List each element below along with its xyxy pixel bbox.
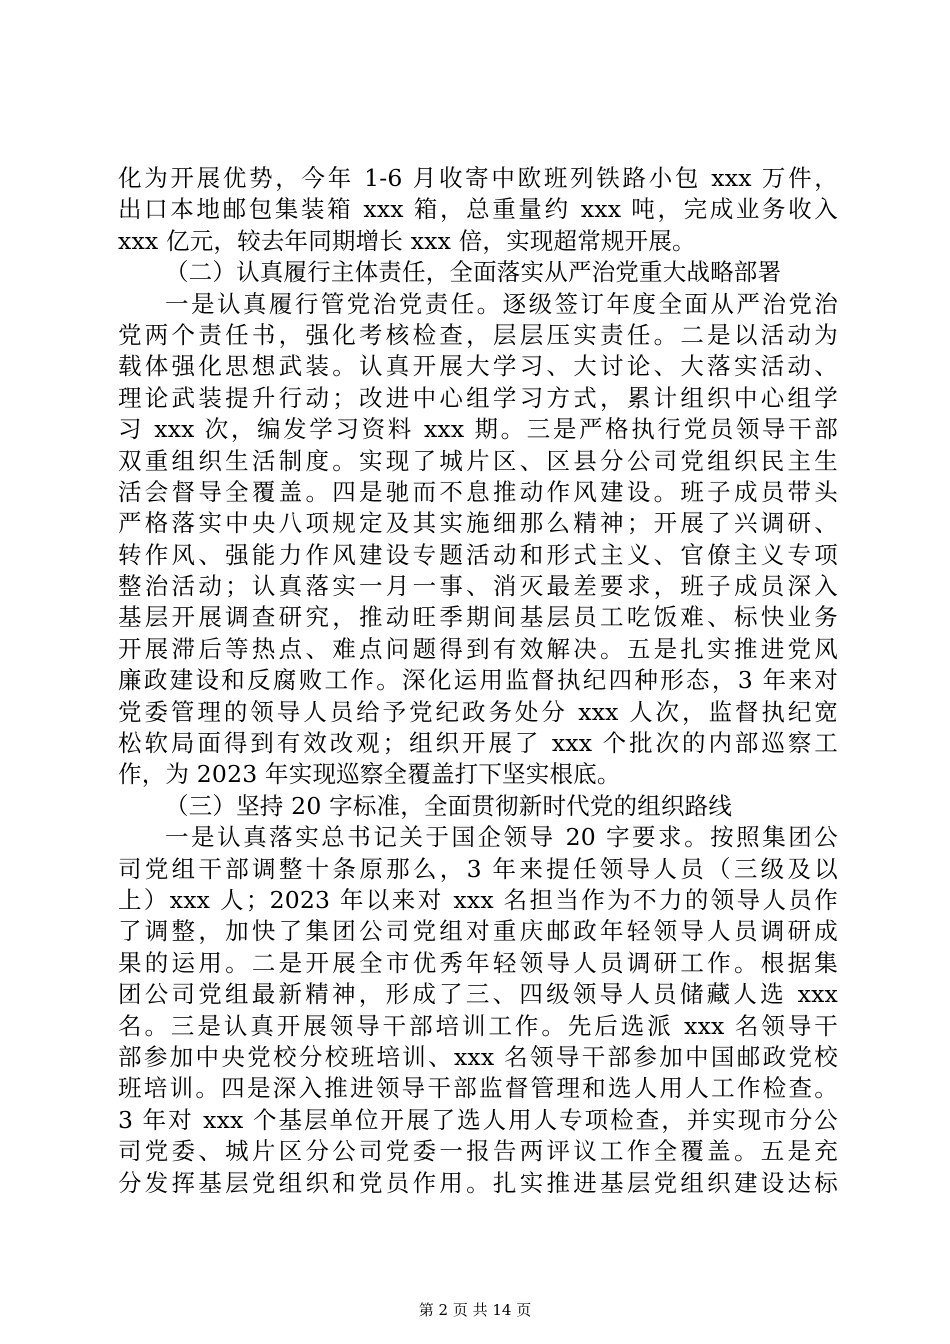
paragraph-first-line: 一是认真落实总书记关于国企领导 20 字要求。按照集团公 (165, 823, 838, 852)
document-body (118, 163, 838, 1199)
text-line: 党两个责任书，强化考核检查，层层压实责任。二是以活动为 (118, 320, 838, 349)
text-line: 转作风、强能力作风建设专题活动和形式主义、官僚主义专项 (118, 540, 838, 569)
section-heading: （三）坚持 20 字标准，全面贯彻新时代党的组织路线 (165, 791, 733, 820)
text-line: 部参加中央党校分校班培训、xxx 名领导干部参加中国邮政党校 (118, 1042, 838, 1071)
text-line: 果的运用。二是开展全市优秀年轻领导人员调研工作。根据集 (118, 948, 838, 977)
text-line: 司党组干部调整十条原那么，3 年来提任领导人员（三级及以 (118, 854, 838, 883)
page-number-footer: 第 2 页 共 14 页 (418, 1301, 532, 1319)
text-line: 载体强化思想武装。认真开展大学习、大讨论、大落实活动、 (118, 352, 838, 381)
text-line: 开展滞后等热点、难点问题得到有效解决。五是扎实推进党风 (118, 634, 838, 663)
text-line: 司党委、城片区分公司党委一报告两评议工作全覆盖。五是充 (118, 1137, 838, 1166)
section-heading: （二）认真履行主体责任，全面落实从严治党重大战略部署 (165, 258, 782, 287)
text-line: 分发挥基层党组织和党员作用。扎实推进基层党组织建设达标 (118, 1168, 838, 1197)
text-line: 班培训。四是深入推进领导干部监督管理和选人用人工作检查。 (118, 1074, 838, 1103)
text-line: 出口本地邮包集装箱 xxx 箱，总重量约 xxx 吨，完成业务收入 (118, 195, 838, 224)
text-line: 廉政建设和反腐败工作。深化运用监督执纪四种形态，3 年来对 (118, 666, 838, 695)
text-line: 团公司党组最新精神，形成了三、四级领导人员储藏人选 xxx (118, 980, 838, 1009)
text-line: 双重组织生活制度。实现了城片区、区县分公司党组织民主生 (118, 446, 838, 475)
text-line: 习 xxx 次，编发学习资料 xxx 期。三是严格执行党员领导干部 (118, 415, 838, 444)
paragraph-first-line: 一是认真履行管党治党责任。逐级签订年度全面从严治党治 (165, 289, 838, 318)
paragraph-end-line: xxx 亿元，较去年同期增长 xxx 倍，实现超常规开展。 (118, 226, 696, 255)
text-line: 严格落实中央八项规定及其实施细那么精神；开展了兴调研、 (118, 509, 838, 538)
text-line: 理论武装提升行动；改进中心组学习方式，累计组织中心组学 (118, 383, 838, 412)
text-line: 名。三是认真开展领导干部培训工作。先后选派 xxx 名领导干 (118, 1011, 838, 1040)
text-line: 整治活动；认真落实一月一事、消灭最差要求，班子成员深入 (118, 572, 838, 601)
text-line: 上）xxx 人；2023 年以来对 xxx 名担当作为不力的领导人员作 (118, 885, 838, 914)
text-line: 松软局面得到有效改观；组织开展了 xxx 个批次的内部巡察工 (118, 729, 838, 758)
paragraph-end-line: 作，为 2023 年实现巡察全覆盖打下坚实根底。 (118, 760, 621, 789)
text-line: 基层开展调查研究，推动旺季期间基层员工吃饭难、标快业务 (118, 603, 838, 632)
text-line: 了调整，加快了集团公司党组对重庆邮政年轻领导人员调研成 (118, 917, 838, 946)
text-line: 3 年对 xxx 个基层单位开展了选人用人专项检查，并实现市分公 (118, 1105, 838, 1134)
text-line: 化为开展优势，今年 1-6 月收寄中欧班列铁路小包 xxx 万件， (118, 164, 838, 192)
text-line: 党委管理的领导人员给予党纪政务处分 xxx 人次，监督执纪宽 (118, 697, 838, 726)
text-line: 活会督导全覆盖。四是驰而不息推动作风建设。班子成员带头 (118, 477, 838, 506)
